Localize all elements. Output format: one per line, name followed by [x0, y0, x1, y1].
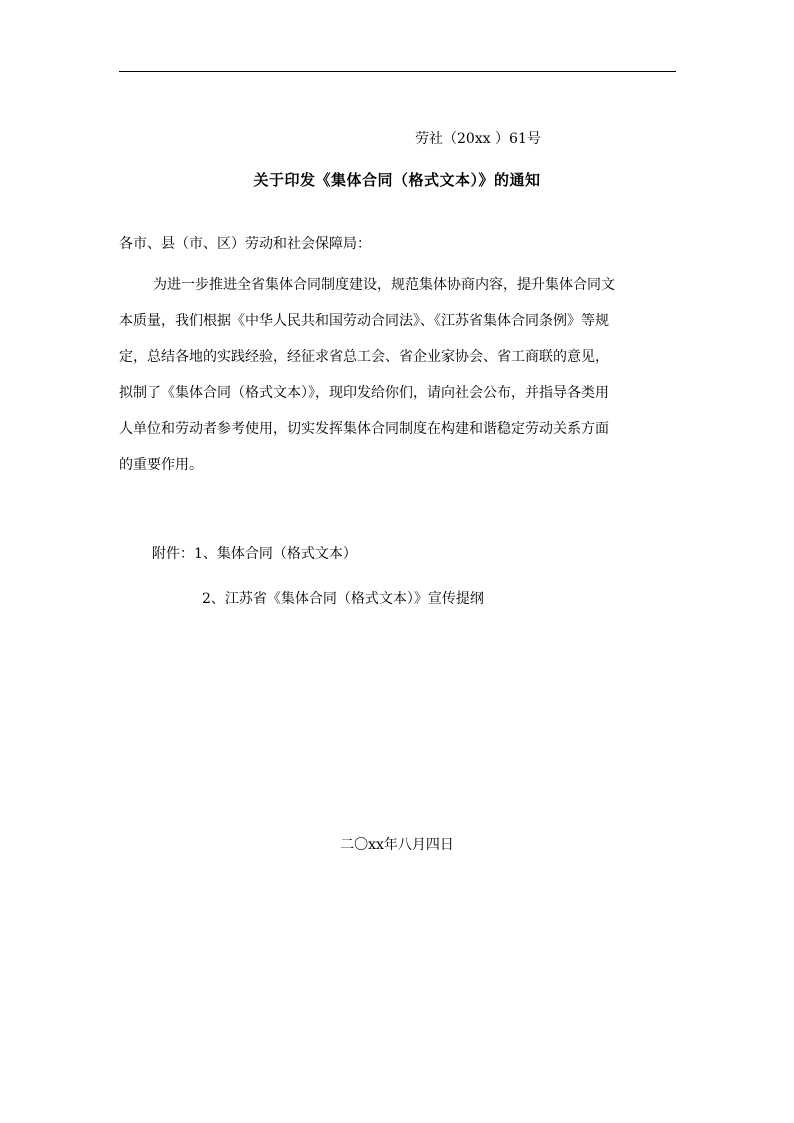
body-line: 人单位和劳动者参考使用，切实发挥集体合同制度在构建和谐稳定劳动关系方面 [119, 421, 609, 437]
salutation: 各市、县（市、区）劳动和社会保障局： [119, 236, 371, 252]
attachment-item-1: 附件：1、集体合同（格式文本） [152, 546, 357, 562]
document-number: 劳社（20xx ）61号 [415, 131, 541, 147]
document-date: 二〇xx年八月四日 [340, 837, 454, 853]
document-title: 关于印发《集体合同（格式文本）》的通知 [253, 171, 541, 189]
header-rule [119, 71, 676, 72]
body-line: 的重要作用。 [119, 457, 203, 473]
body-paragraph [119, 272, 679, 488]
body-line: 为进一步推进全省集体合同制度建设，规范集体协商内容，提升集体合同文 [153, 277, 615, 293]
body-line: 定，总结各地的实践经验，经征求省总工会、省企业家协会、省工商联的意见， [119, 349, 609, 365]
body-line: 拟制了《集体合同（格式文本）》，现印发给你们，请向社会公布，并指导各类用 [119, 385, 609, 401]
body-line: 本质量，我们根据《中华人民共和国劳动合同法》、《江苏省集体合同条例》等规 [119, 313, 609, 329]
attachment-item-2: 2、江苏省《集体合同（格式文本）》宣传提纲 [202, 591, 484, 607]
